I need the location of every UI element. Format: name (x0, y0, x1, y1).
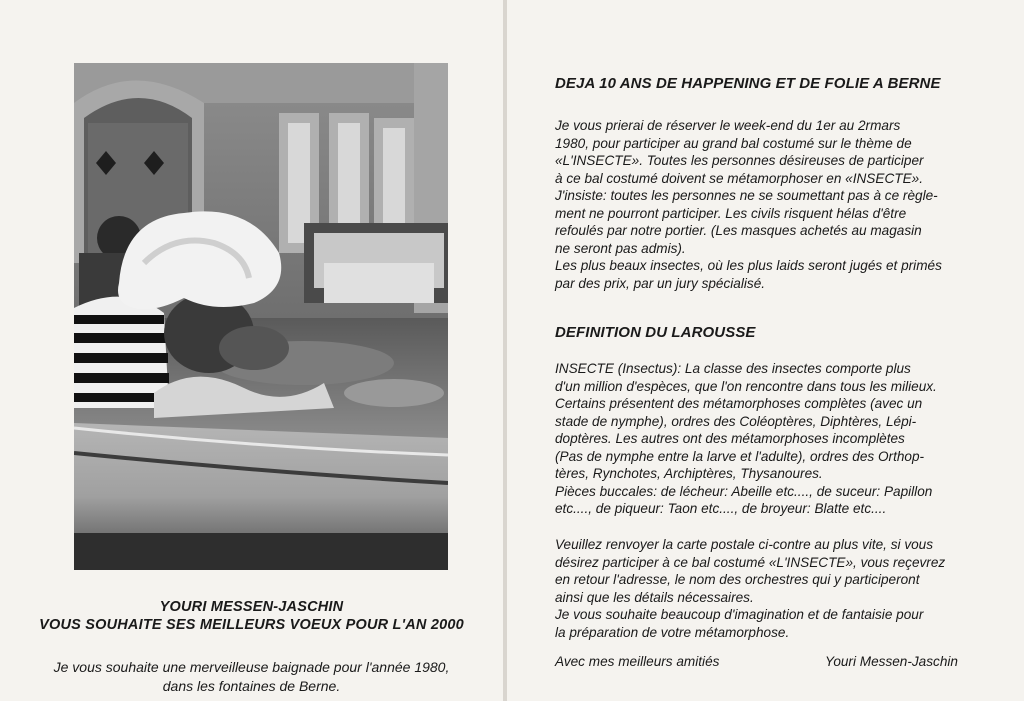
text-line: par des prix, par un jury spécialisé. (555, 275, 766, 291)
caption-line: Je vous souhaite une merveilleuse baignade pour l'année 1980, (53, 659, 450, 675)
text-line: Je vous prierai de réserver le week-end du 1er au 2rmars (555, 118, 901, 133)
text-line: en retour l'adresse, le nom des orchestres qui y participeront (555, 572, 920, 587)
heading-definition: DEFINITION DU LAROUSSE (555, 324, 756, 341)
greeting-wish: VOUS SOUHAITE SES MEILLEURS VOEUX POUR L'AN 2000 (39, 617, 464, 633)
signature-text: Youri Messen-Jaschin (825, 654, 958, 669)
definition-paragraph (555, 360, 995, 518)
text-line: INSECTE (Insectus): La classe des insectes comporte plus (555, 361, 911, 376)
text-line: Je vous souhaite beaucoup d'imagination et de fantaisie pour (555, 607, 924, 622)
text-line: refoulés par notre portier. (Les masques achetés au magasin (555, 223, 922, 238)
left-card (0, 0, 503, 701)
text-line: désirez participer à ce bal costumé «L'INSECTE», vous reçevrez (555, 554, 946, 570)
right-card (507, 0, 1024, 701)
fountain-photo (74, 63, 448, 570)
text-line: d'un million d'espèces, que l'on rencontre dans tous les milieux. (555, 378, 937, 394)
text-line: 1980, pour participer au grand bal costumé sur le thème de (555, 135, 912, 151)
text-line: tères, Rynchotes, Archiptères, Thysanoures. (555, 466, 823, 481)
caption-line: dans les fontaines de Berne. (162, 678, 341, 694)
text-line: Certains présentent des métamorphoses complètes (avec un (555, 396, 923, 411)
text-line: la préparation de votre métamorphose. (555, 624, 790, 640)
heading-happening: DEJA 10 ANS DE HAPPENING ET DE FOLIE A BERNE (555, 75, 941, 92)
invitation-paragraph (555, 117, 995, 292)
reply-paragraph (555, 536, 995, 641)
text-line: Veuillez renvoyer la carte postale ci-contre au plus vite, si vous (555, 537, 934, 552)
text-line: (Pas de nymphe entre la larve et l'adulte), ordres des Orthop- (555, 448, 925, 464)
text-line: «L'INSECTE». Toutes les personnes désireuses de participer (555, 153, 924, 168)
text-line: ne seront pas admis). (555, 240, 686, 256)
text-line: doptères. Les autres ont des métamorphoses incomplètes (555, 431, 905, 446)
text-line: etc...., de piqueur: Taon etc...., de broyeur: Blatte etc.... (555, 501, 887, 516)
closing-text: Avec mes meilleurs amitiés (555, 654, 720, 669)
greeting-name: YOURI MESSEN-JASCHIN (159, 599, 344, 615)
text-line: stade de nymphe), ordres des Coléoptères, Diphtères, Lépi- (555, 413, 917, 429)
text-line: ment ne pourront participer. Les civils risquent hélas d'être (555, 205, 907, 221)
text-line: Pièces buccales: de lécheur: Abeille etc...., de suceur: Papillon (555, 483, 933, 499)
text-line: Les plus beaux insectes, où les plus laids seront jugés et primés (555, 258, 942, 273)
text-line: J'insiste: toutes les personnes ne se soumettant pas à ce règle- (555, 188, 938, 203)
text-line: à ce bal costumé doivent se métamorphoser en «INSECTE». (555, 170, 923, 186)
text-line: ainsi que les détails nécessaires. (555, 589, 754, 605)
